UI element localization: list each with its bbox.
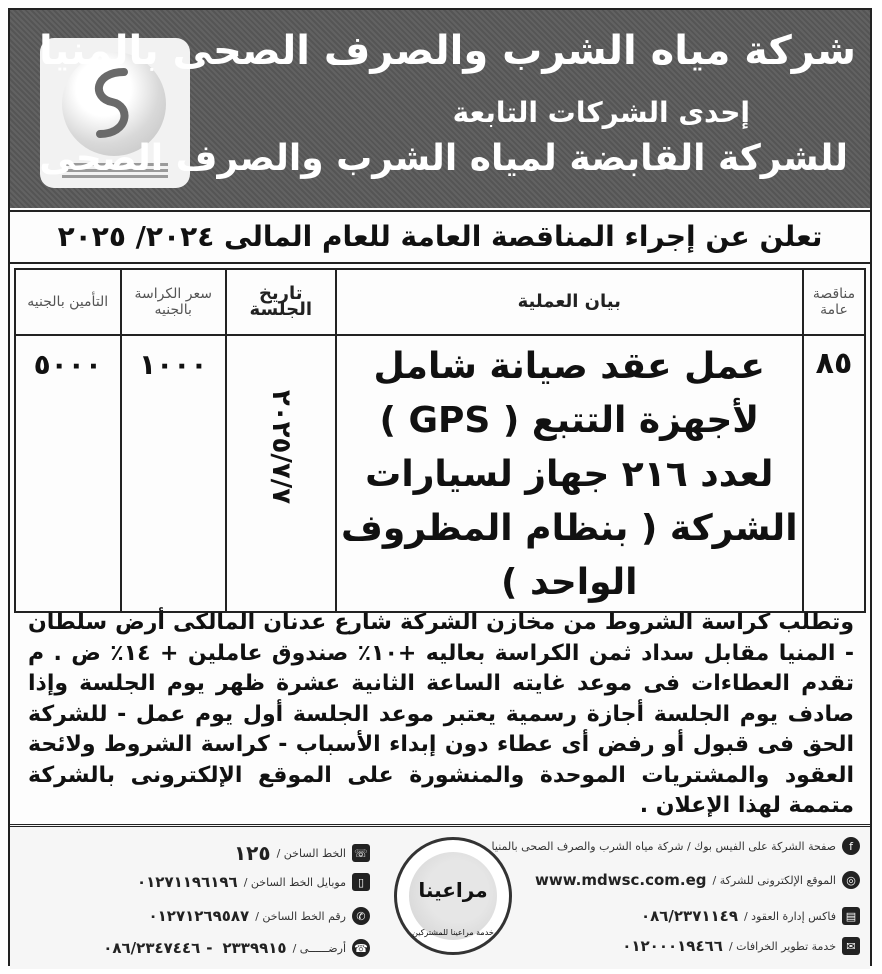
tender-description: عمل عقد صيانة شامل لأجهزة التتبع ( GPS ) لعدد ٢١٦ جهاز لسيارات الشركة ( بنظام المظروف الواحد ) <box>336 335 803 612</box>
whatsapp-number: ٠١٢٧١٢٦٩٥٨٧ <box>148 907 250 925</box>
fax-label: فاكس إدارة العقود / <box>743 909 836 923</box>
separator: - <box>206 939 213 957</box>
hotline-icon: ☏ <box>352 844 370 862</box>
landline-number-1: ٢٣٣٩٩١٥ <box>222 939 287 957</box>
announcement-title: تعلن عن إجراء المناقصة العامة للعام المالى ٢٠٢٤/ ٢٠٢٥ <box>10 210 870 264</box>
fax-number: ٠٨٦/٢٣٧١١٤٩ <box>640 907 738 925</box>
fax-icon: ▤ <box>842 907 860 925</box>
terms-paragraph: وتطلب كراسة الشروط من مخازن الشركة شارع عدنان المالكى أرض سلطان - المنيا مقابل سداد ثمن الكراسة بعاليه +١٠٪ صندوق عاملين + ١٤٪ ض . م تقدم العطاءات فى موعد غايته الساعة الثانية عشرة ظهر يوم الجلسة وإذا صادف يوم الجلسة أجازة رسمية يعتبر موعد الجلسة أول يوم عمل - للشركة الحق فى قبول أو رفض أى عطاء دون إبداء الأسباب - كراسة الشروط ولائحة العقود والمشتريات الموحدة والمنشورة على الموقع الإلكترونى بالشركة متممة لهذا الإعلان . <box>28 610 854 818</box>
telephone-icon: ☎ <box>352 939 370 957</box>
facebook-label: صفحة الشركة على الفيس بوك / شركة مياه الشرب والصرف الصحى بالمنيا <box>491 839 836 853</box>
header-session-date: تاريخ الجلسة <box>226 269 336 335</box>
table-header-row <box>15 269 865 335</box>
fax-row <box>641 907 860 925</box>
session-date: ٢٠٢٥/٧/٧ <box>265 389 296 505</box>
whatsapp-row <box>148 907 370 925</box>
mobile-label: موبايل الخط الساخن / <box>243 875 346 889</box>
facebook-row <box>492 837 860 855</box>
header-insurance: التأمين بالجنيه <box>15 269 121 335</box>
website-url[interactable]: www.mdwsc.com.eg <box>535 871 707 889</box>
advertisement-frame <box>8 8 872 966</box>
hotline-number: ١٢٥ <box>233 841 271 865</box>
service-icon: ✉ <box>842 937 860 955</box>
landline-label: أرضــــــى / <box>292 941 346 955</box>
badge-subtitle: خدمة مراعينا للمشتركين <box>412 928 494 937</box>
maraeena-badge <box>394 837 512 955</box>
header-booklet-price: سعر الكراسة بالجنيه <box>121 269 226 335</box>
footer <box>10 824 870 969</box>
mobile-row <box>137 873 370 891</box>
mobile-number: ٠١٢٧١١٩٦١٩٦ <box>137 873 238 891</box>
water-drop-s-icon <box>84 64 142 142</box>
company-name: شركة مياه الشرب والصرف الصحى بالمنيا <box>39 28 856 74</box>
landline-number-2: ٠٨٦/٢٣٤٧٤٤٦ <box>103 939 201 957</box>
whatsapp-label: رقم الخط الساخن / <box>255 909 346 923</box>
holding-company-line: للشركة القابضة لمياه الشرب والصرف الصحى <box>39 138 848 179</box>
header-description: بيان العملية <box>336 269 803 335</box>
complaints-number: ٠١٢٠٠٠١٩٤٦٦ <box>622 937 723 955</box>
mobile-icon: ▯ <box>352 873 370 891</box>
complaints-row <box>622 937 860 955</box>
badge-title: مراعينا <box>418 878 488 902</box>
hotline-row <box>234 841 370 865</box>
hotline-label: الخط الساخن / <box>276 846 346 860</box>
website-row <box>535 871 860 889</box>
session-date-cell <box>226 335 336 612</box>
header-band <box>10 10 870 208</box>
table-row <box>15 335 865 612</box>
affiliate-line: إحدى الشركات التابعة <box>452 96 750 129</box>
whatsapp-icon: ✆ <box>352 907 370 925</box>
complaints-label: خدمة تطوير الخرافات / <box>728 939 836 953</box>
tender-table <box>14 268 866 613</box>
booklet-price: ١٠٠٠ <box>121 335 226 612</box>
landline-row <box>103 939 370 957</box>
tender-number: ٨٥ <box>803 335 865 612</box>
facebook-icon: f <box>842 837 860 855</box>
header-tender-no: مناقصة عامة <box>803 269 865 335</box>
globe-icon: ◎ <box>842 871 860 889</box>
insurance-amount: ٥٠٠٠ <box>15 335 121 612</box>
website-label: الموقع الإلكترونى للشركة / <box>712 873 836 887</box>
